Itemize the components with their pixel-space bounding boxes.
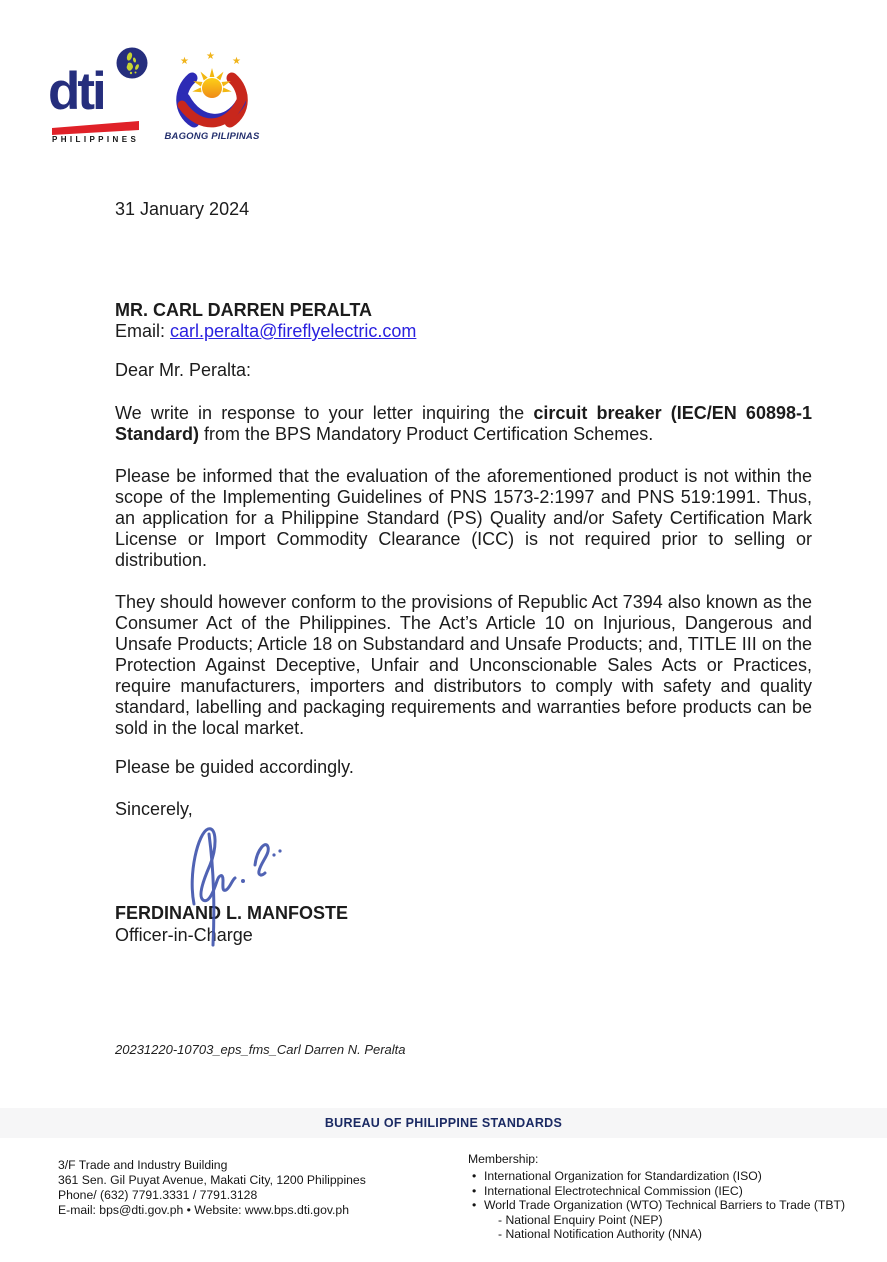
signatory-block [115, 902, 812, 946]
bureau-band [0, 1108, 887, 1138]
address-line: 361 Sen. Gil Puyat Avenue, Makati City, 1200 Philippines [58, 1173, 366, 1187]
star-icons [180, 51, 241, 67]
address-line: E-mail: bps@dti.gov.ph • Website: www.bps.dti.gov.ph [58, 1203, 349, 1217]
membership-subitem: - National Notification Authority (NNA) [498, 1226, 702, 1241]
address-line: 3/F Trade and Industry Building [58, 1158, 228, 1172]
recipient-email-line [115, 321, 812, 342]
bagong-pilipinas-logo [162, 45, 262, 147]
reference-code: 20231220-10703_eps_fms_Carl Darren N. Peralta [115, 1042, 406, 1057]
paragraph-consumer-act: They should however conform to the provisions of Republic Act 7394 also known as the Consumer Act of the Philippines. The Act’s Article 10 on Injurious, Dangerous and Unsafe Products; Article 18 on Substandard and Unsafe Products; and, TITLE III on the Protection Against Deceptive, Unfair and Unconscionable Sales Acts or Practices, require manufacturers, importers and distributors to comply with safety and quality standard, labelling and packaging requirements and warranties before products can be sold in the local market. [115, 592, 812, 738]
recipient-name: MR. CARL DARREN PERALTA [115, 300, 372, 320]
paragraph-inquiry [115, 403, 812, 445]
letterhead [50, 45, 262, 147]
membership-item: • World Trade Organization (WTO) Technical Barriers to Trade (TBT) [468, 1198, 878, 1213]
dti-logo [50, 45, 146, 147]
signatory-name: FERDINAND L. MANFOSTE [115, 903, 348, 923]
signatory-title: Officer-in-Charge [115, 925, 253, 945]
footer-membership [468, 1152, 878, 1241]
dti-red-bar [52, 121, 139, 135]
sun-icon [192, 68, 232, 98]
email-label: Email: [115, 321, 166, 341]
paragraph-inquiry-pre: We write in response to your letter inquiring the [115, 403, 534, 423]
dti-wordmark: dti [48, 62, 104, 121]
bagong-pilipinas-label: BAGONG PILIPINAS [164, 131, 260, 142]
footer-address [58, 1158, 366, 1218]
salutation: Dear Mr. Peralta: [115, 360, 252, 380]
svg-text:★: ★ [180, 56, 189, 67]
closing-note: Please be guided accordingly. [115, 757, 354, 777]
membership-item: • International Organization for Standardization (ISO) [468, 1169, 878, 1184]
paragraph-inquiry-bold: circuit breaker (IEC/EN 60898-1 Standard) [115, 403, 812, 444]
membership-list [468, 1169, 878, 1213]
bagong-pilipinas-emblem-icon [173, 50, 251, 130]
dti-country-label: PHILIPPINES [52, 135, 140, 144]
membership-item: • International Electrotechnical Commission (IEC) [468, 1184, 878, 1199]
valediction: Sincerely, [115, 799, 193, 819]
recipient-block [115, 300, 812, 342]
letter-date: 31 January 2024 [115, 199, 250, 219]
membership-label: Membership: [468, 1152, 539, 1166]
letter-body [115, 199, 812, 1060]
svg-text:★: ★ [232, 56, 241, 67]
membership-subitem: - National Enquiry Point (NEP) [498, 1212, 663, 1227]
recipient-email-link[interactable]: carl.peralta@fireflyelectric.com [170, 321, 417, 341]
paragraph-inquiry-post: from the BPS Mandatory Product Certification Schemes. [199, 424, 654, 444]
svg-text:★: ★ [206, 51, 215, 62]
address-line: Phone/ (632) 7791.3331 / 7791.3128 [58, 1188, 258, 1202]
dti-globe-icon [116, 47, 148, 79]
paragraph-scope: Please be informed that the evaluation of the aforementioned product is not within the scope of the Implementing Guidelines of PNS 1573-2:1997 and PNS 519:1991. Thus, an application for a Philippine Standard (PS) Quality and/or Safety Certification Mark License or Import Commodity Clearance (ICC) is not required prior to selling or distribution. [115, 466, 812, 570]
bureau-heading: BUREAU OF PHILIPPINE STANDARDS [324, 1116, 563, 1130]
